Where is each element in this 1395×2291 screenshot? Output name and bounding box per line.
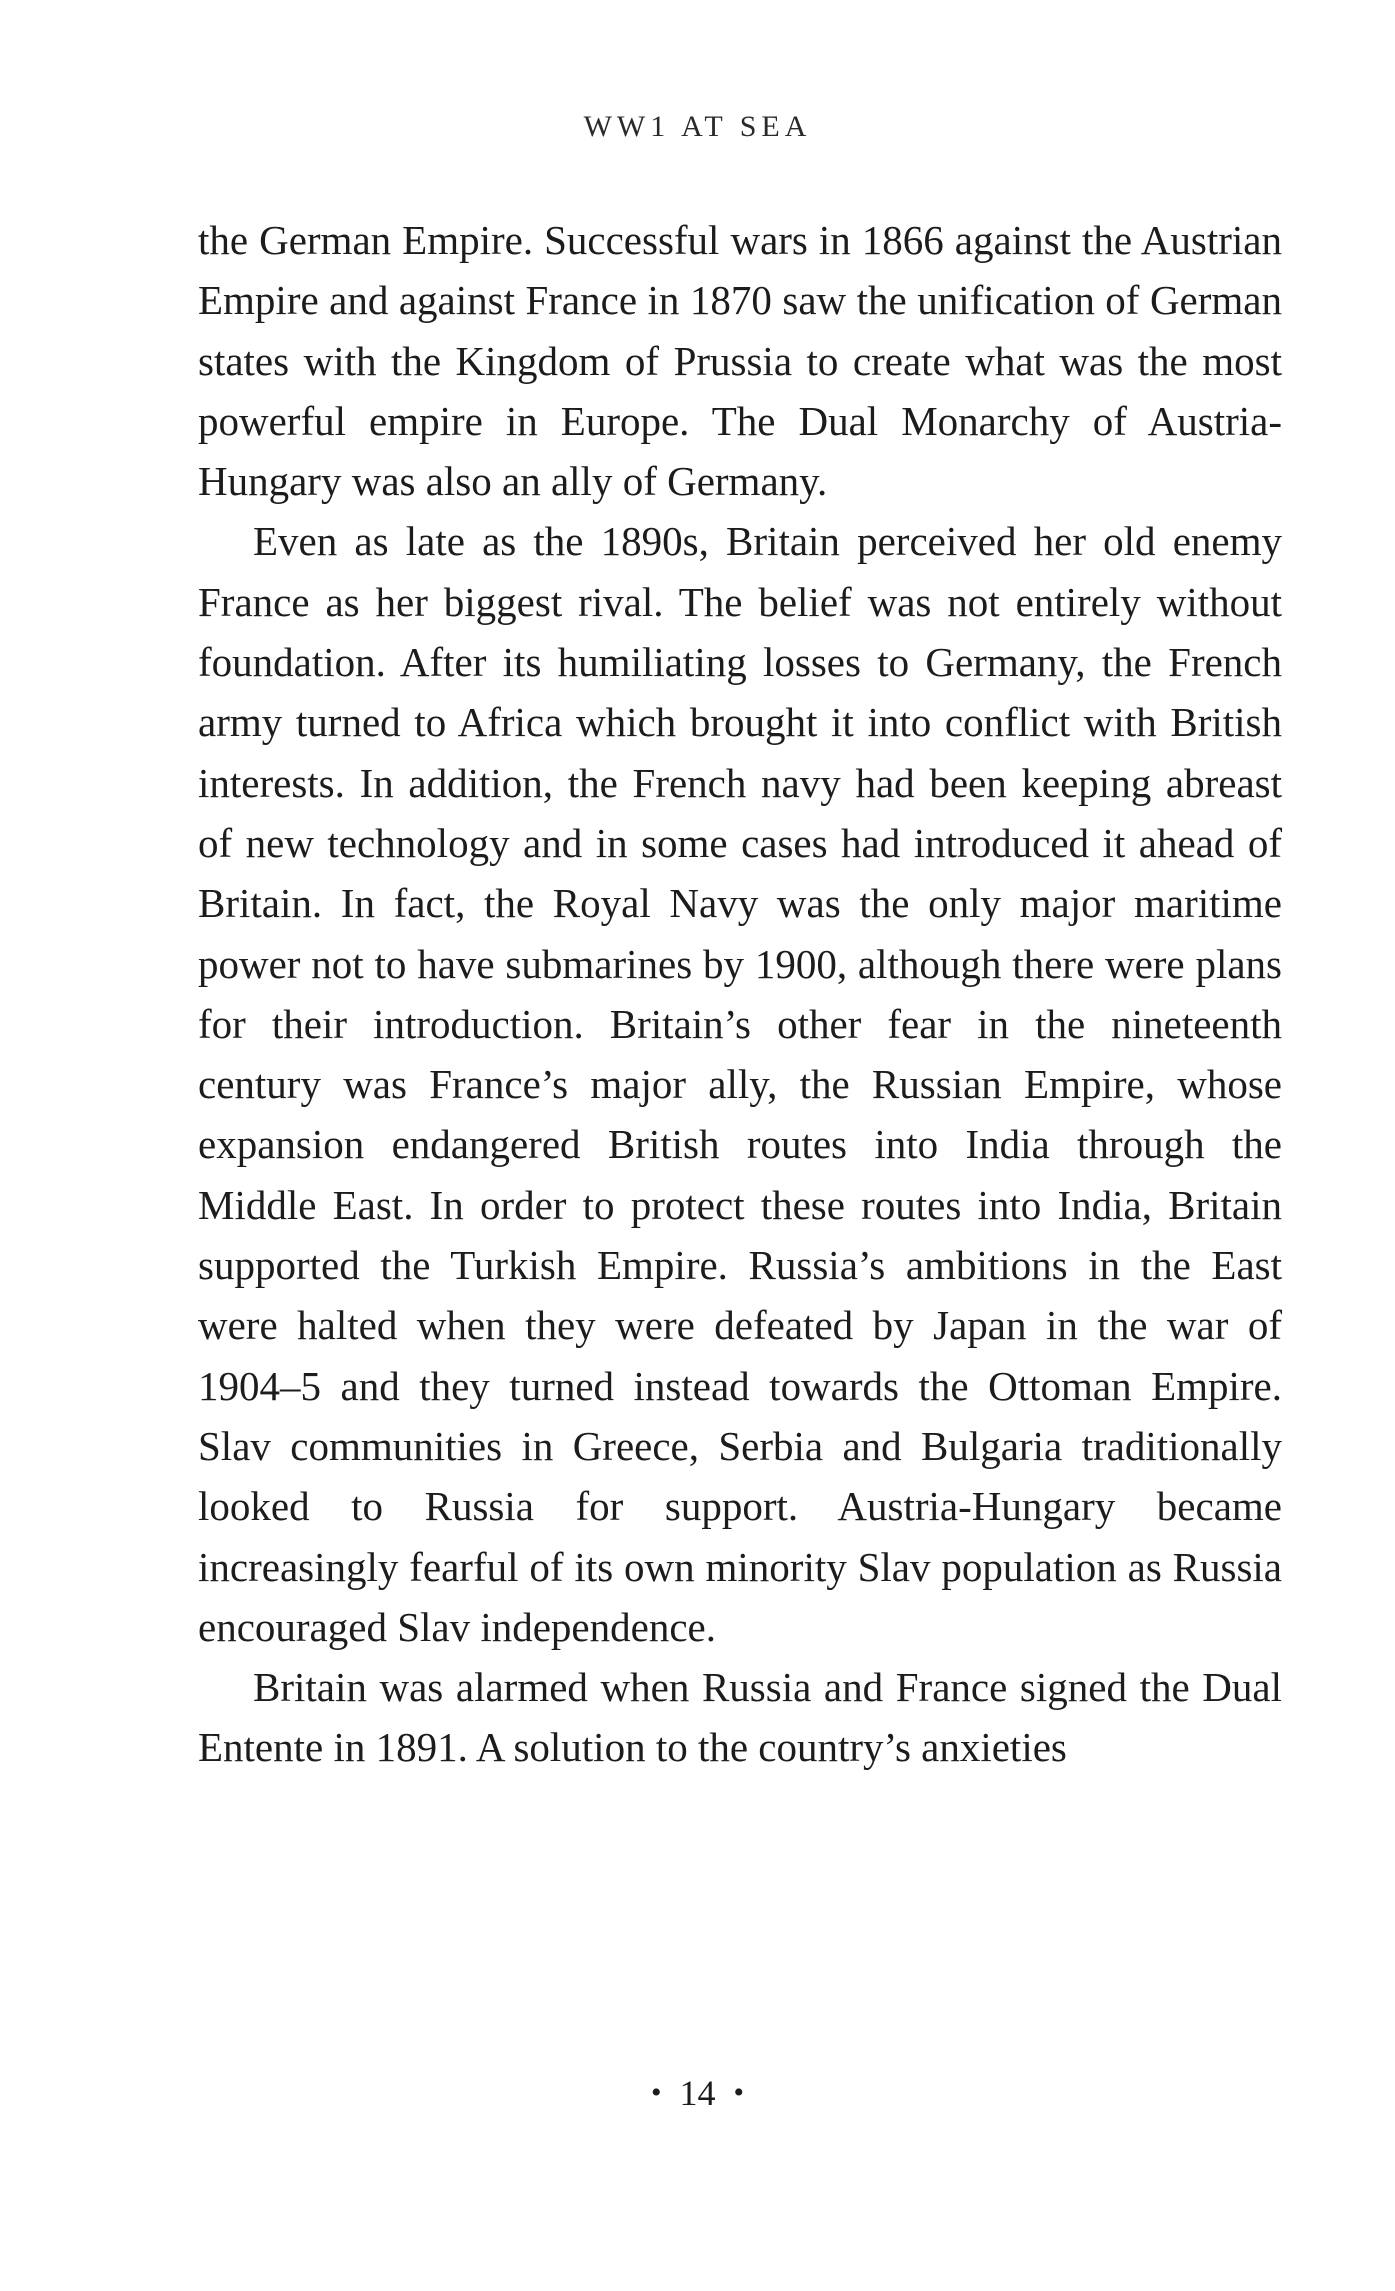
footer-bullet-left: • xyxy=(650,2076,662,2109)
paragraph-dual-entente: Britain was alarmed when Russia and France signed the Dual Entente in 1891. A solution to the country’s anxieties xyxy=(198,1664,1282,1771)
running-header: WW1 AT SEA xyxy=(583,110,812,143)
page-footer xyxy=(0,2072,1395,2114)
paragraph-rivalry: Even as late as the 1890s, Britain perceived her old enemy France as her biggest rival. The belief was not entirely without foundation. After its humiliating losses to Germany, the French army turned to Africa which brought it into conflict with British interests. In addition, the French navy had been keeping abreast of new technology and in some cases had introduced it ahead of Britain. In fact, the Royal Navy was the only major maritime power not to have submarines by 1900, although there were plans for their introduction. Britain’s other fear in the nineteenth century was France’s major ally, the Russian Empire, whose expansion endangered British routes into India through the Middle East. In order to protect these routes into India, Britain supported the Turkish Empire. Russia’s ambitions in the East were halted when they were defeated by Japan in the war of 1904–5 and they turned instead towards the Ottoman Empire. Slav communities in Greece, Serbia and Bulgaria traditionally looked to Russia for support. Austria-Hungary became increasingly fearful of its own minority Slav population as Russia encouraged Slav independence. xyxy=(198,518,1282,1650)
footer-bullet-right: • xyxy=(733,2076,745,2109)
paragraph-continuation: the German Empire. Successful wars in 1866 against the Austrian Empire and against France in 1870 saw the unification of German states with the Kingdom of Prussia to create what was the most powerful empire in Europe. The Dual Monarchy of Austria-Hungary was also an ally of Germany. xyxy=(198,217,1282,505)
body-text xyxy=(198,210,1282,1778)
page-number: 14 xyxy=(679,2073,716,2113)
